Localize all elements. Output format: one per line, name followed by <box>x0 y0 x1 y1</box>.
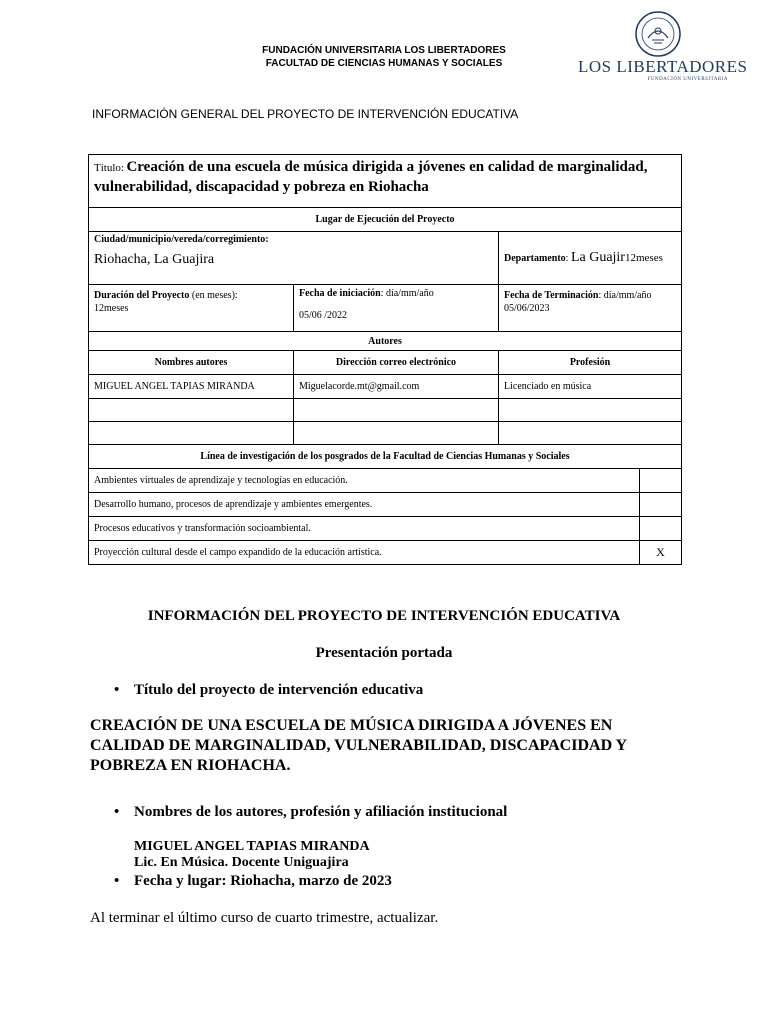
research-line-text: Procesos educativos y transformación socioambiental. <box>89 517 640 541</box>
duration-cell <box>89 285 294 332</box>
institution-logo <box>578 10 748 94</box>
author-name-cell: MIGUEL ANGEL TAPIAS MIRANDA <box>89 375 294 399</box>
bullet-dot: • <box>114 804 120 820</box>
duration-unit: (en meses): <box>189 290 238 301</box>
seal-icon <box>634 10 682 58</box>
header-faculty: FACULTAD DE CIENCIAS HUMANAS Y SOCIALES <box>265 58 503 69</box>
city-label: Ciudad/municipio/vereda/corregimiento: <box>94 234 269 245</box>
authors-header: Autores <box>89 332 682 351</box>
end-date-cell <box>499 285 682 332</box>
author-row <box>89 375 682 399</box>
location-header: Lugar de Ejecución del Proyecto <box>89 208 682 232</box>
author-email-cell: Miguelacorde.mt@gmail.com <box>294 375 499 399</box>
department-label: Departamento <box>504 253 566 264</box>
col-names: Nombres autores <box>89 351 294 375</box>
title-value: Creación de una escuela de música dirigida a jóvenes en calidad de marginalidad, vulnerabilidad, discapacidad y pobreza en Riohacha <box>94 159 648 195</box>
bullet-date-item: Fecha y lugar: Riohacha, marzo de 2023 <box>134 873 392 889</box>
title-cell <box>89 155 682 208</box>
bullet-authors-item: Nombres de los autores, profesión y afiliación institucional <box>134 804 508 820</box>
footer-note: Al terminar el último curso de cuarto trimestre, actualizar. <box>90 910 439 926</box>
research-line-text: Ambientes virtuales de aprendizaje y tecnologías en educación. <box>89 469 640 493</box>
duration-value: 12meses <box>94 303 129 314</box>
department-value: La Guajir <box>570 250 625 265</box>
end-label: Fecha de Terminación <box>504 290 599 301</box>
header-institution: FUNDACIÓN UNIVERSITARIA LOS LIBERTADORES <box>262 45 506 56</box>
heading-cover: Presentación portada <box>315 645 453 661</box>
research-line-mark <box>640 469 682 493</box>
research-line-mark: X <box>640 541 682 565</box>
department-cell: Departamento: La Guajir12meses <box>499 232 682 285</box>
end-format: : día/mm/año <box>598 290 652 301</box>
empty-author-row <box>89 422 682 445</box>
logo-name: LOS LIBERTADORES <box>578 57 748 76</box>
research-line-row <box>89 493 682 517</box>
title-label: Título: <box>94 162 124 174</box>
col-email: Dirección correo electrónico <box>294 351 499 375</box>
research-line-mark <box>640 493 682 517</box>
author-profession-cell: Licenciado en música <box>499 375 682 399</box>
bullet-dot: • <box>114 682 120 698</box>
heading-project-info: INFORMACIÓN DEL PROYECTO DE INTERVENCIÓN EDUCATIVA <box>147 608 621 624</box>
city-value: Riohacha, La Guajira <box>94 252 215 267</box>
city-cell <box>89 232 499 285</box>
start-date-cell <box>294 285 499 332</box>
project-title-caps: CREACIÓN DE UNA ESCUELA DE MÚSICA DIRIGIDA A JÓVENES EN CALIDAD DE MARGINALIDAD, VULNERABILIDAD, DISCAPACIDAD Y POBREZA EN RIOHACHA. <box>90 717 627 774</box>
bullet-title-item: Título del proyecto de intervención educativa <box>134 682 424 698</box>
research-line-row <box>89 541 682 565</box>
col-profession: Profesión <box>499 351 682 375</box>
empty-author-row <box>89 399 682 422</box>
research-line-mark <box>640 517 682 541</box>
author-role-text: Lic. En Música. Docente Uniguajira <box>134 855 349 870</box>
author-name-text: MIGUEL ANGEL TAPIAS MIRANDA <box>134 839 370 854</box>
bullet-dot: • <box>114 873 120 889</box>
research-header: Línea de investigación de los posgrados de la Facultad de Ciencias Humanas y Sociales <box>89 445 682 469</box>
start-value: 05/06 /2022 <box>299 310 348 321</box>
document-header <box>200 44 568 70</box>
research-line-text: Proyección cultural desde el campo expandido de la educación artística. <box>89 541 640 565</box>
research-line-row <box>89 469 682 493</box>
duration-label: Duración del Proyecto <box>94 290 190 301</box>
start-format: : día/mm/año <box>380 288 434 299</box>
department-suffix: 12meses <box>624 252 663 264</box>
section-title: INFORMACIÓN GENERAL DEL PROYECTO DE INTERVENCIÓN EDUCATIVA <box>92 107 519 121</box>
project-info-table <box>88 154 682 565</box>
start-label: Fecha de iniciación <box>299 288 381 299</box>
logo-subtitle: FUNDACIÓN UNIVERSITARIA <box>647 77 728 82</box>
research-line-row <box>89 517 682 541</box>
end-value: 05/06/2023 <box>504 303 550 314</box>
research-line-text: Desarrollo humano, procesos de aprendizaje y ambientes emergentes. <box>89 493 640 517</box>
